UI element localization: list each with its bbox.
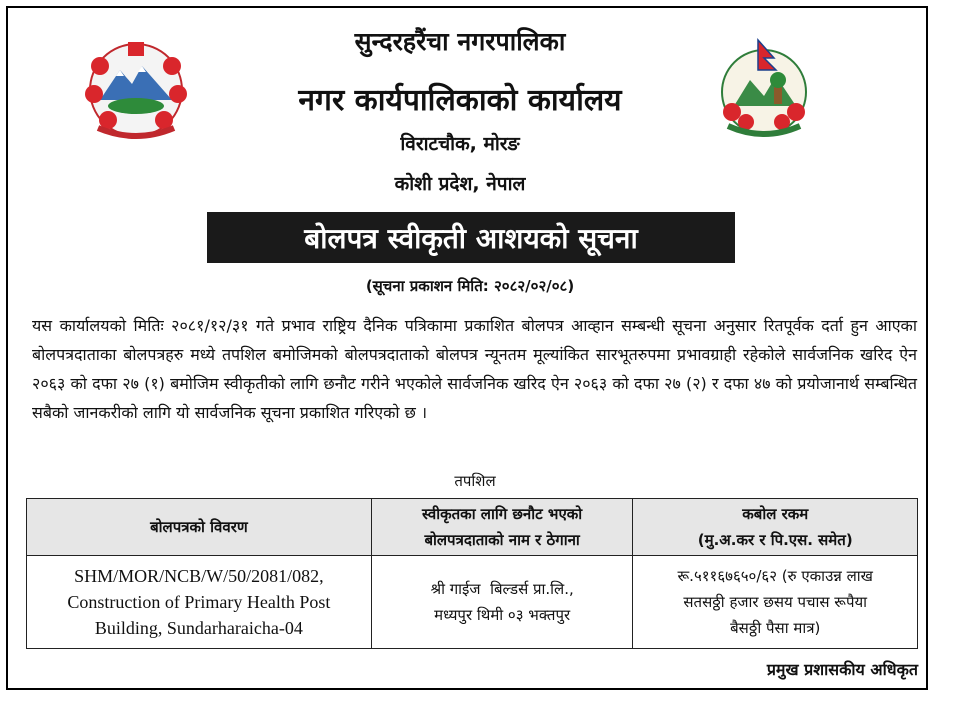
table-caption: तपशिल [454,472,496,490]
notice-body: यस कार्यालयको मितिः २०८१/१२/३१ गते प्रभाव राष्ट्रिय दैनिक पत्रिकामा प्रकाशित बोलपत्र आव्हान सम्बन्धी सूचना अनुसार रितपूर्वक दर्ता हुन आएका बोलपत्रदाताका बोलपत्रहरु मध्ये तपशिल बमोजिमको बोलपत्रदाताको बोलपत्र न्यूनतम मूल्यांकित सारभूतरुपमा प्रभावग्राही रहेकोले सार्वजनिक खरिद ऐन २०६३ को दफा २७ (१) बमोजिम स्वीकृतीको लागि छनौट गरीने भएकोले सार्वजनिक खरिद ऐन २०६३ को दफा २७ (२) र दफा ४७ को प्रयोजानार्थ सम्बन्धित सबैको जानकरीको लागि यो सार्वजनिक सूचना प्रकाशित गरिएको छ । [32,316,917,422]
amount-cell: रू.५११६७६५०/६२ (रु एकाउन्न लाख सतसठ्ठी हजार छसय पचास रूपैया बैसठ्ठी पैसा मात्र) [633,556,918,649]
bid-details-table [26,498,918,649]
table-header-row [27,499,918,556]
header-bid-amount: कबोल रकम (मु.अ.कर र पि.एस. समेत) [633,499,918,556]
bid-description-cell: SHM/MOR/NCB/W/50/2081/082, Construction of Primary Health Post Building, Sundarharaicha-04 [27,556,372,649]
header-bidder-name-address: स्वीकृतका लागि छनौट भएको बोलपत्रदाताको नाम र ठेगाना [371,499,633,556]
bidder-cell: श्री गाईज बिल्डर्स प्रा.लि., मध्यपुर थिमी ०३ भक्तपुर [371,556,633,649]
office-name: नगर कार्यपालिकाको कार्यालय [298,83,622,118]
signatory-title: प्रमुख प्रशासकीय अधिकृत [766,660,918,679]
table-row [27,556,918,649]
address-line-1: विराटचौक, मोरङ [400,133,520,155]
municipality-name: सुन्दरहरैंचा नगरपालिका [354,27,566,56]
municipality-logo-icon [716,36,812,138]
header-bid-description: बोलपत्रको विवरण [27,499,372,556]
notice-title: बोलपत्र स्वीकृती आशयको सूचना [207,212,735,263]
address-line-2: कोशी प्रदेश, नेपाल [394,173,526,195]
nepal-emblem-icon [80,36,192,140]
publication-date: (सूचना प्रकाशन मिति: २०८२/०२/०८) [365,277,575,295]
